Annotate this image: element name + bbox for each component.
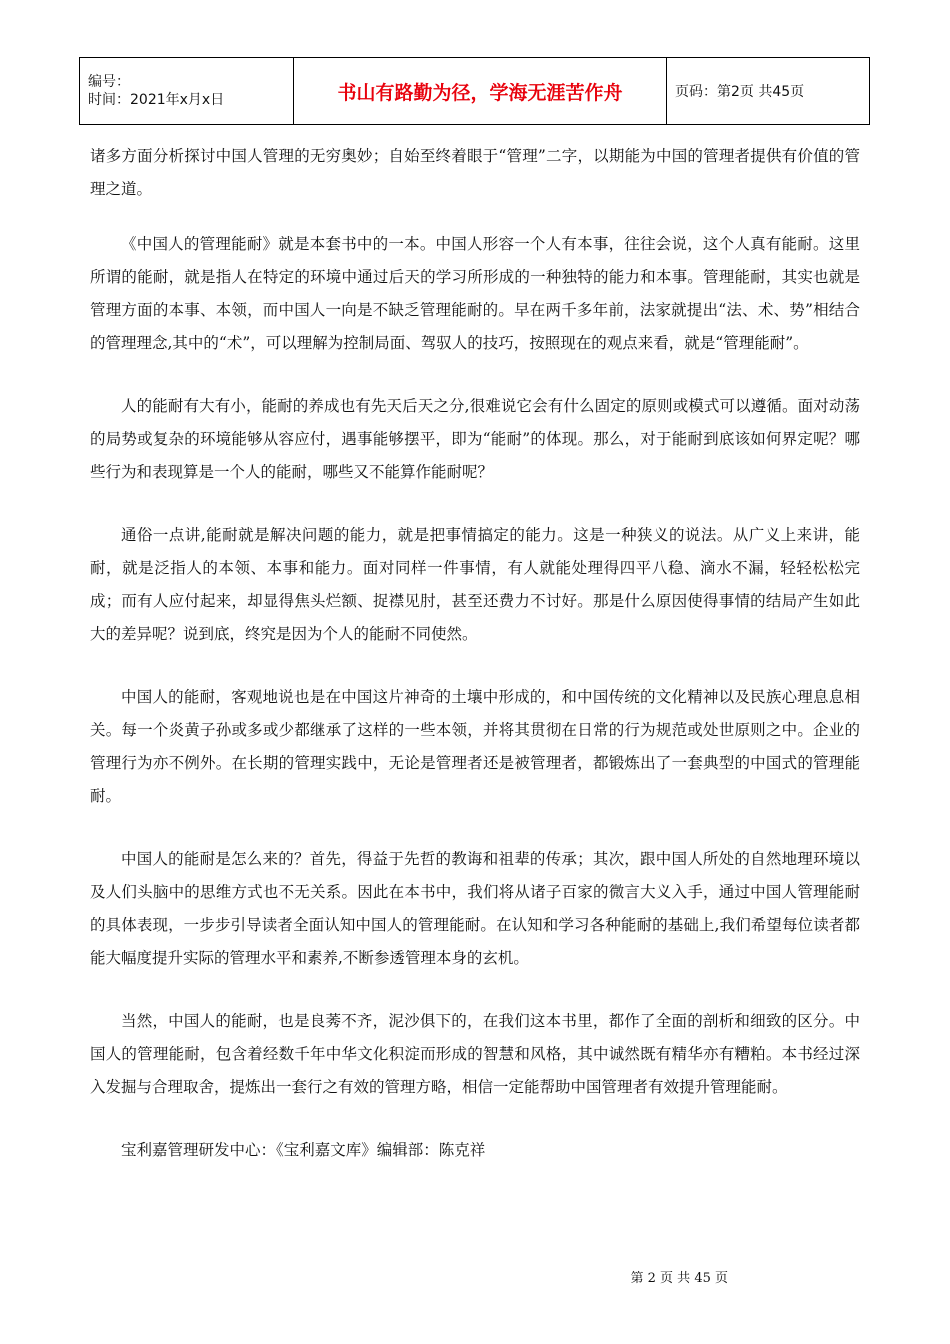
header-meta xyxy=(80,58,294,125)
page-footer: 第 2 页 共 45 页 xyxy=(630,1271,728,1286)
paragraph: 当然，中国人的能耐，也是良莠不齐，泥沙俱下的，在我们这本书里，都作了全面的剖析和细致的区分。中国人的管理能耐，包含着经数千年中华文化积淀而形成的智慧和风格，其中诚然既有精华亦有糟粕。本书经过深入发掘与合理取舍，提炼出一套行之有效的管理方略，相信一定能帮助中国管理者有效提升管理能耐。 xyxy=(90,1012,860,1096)
paragraph: 中国人的能耐，客观地说也是在中国这片神奇的土壤中形成的，和中国传统的文化精神以及民族心理息息相关。每一个炎黄子孙或多或少都继承了这样的一些本领，并将其贯彻在日常的行为规范或处世原则之中。企业的管理行为亦不例外。在长期的管理实践中，无论是管理者还是被管理者，都锻炼出了一套典型的中国式的管理能耐。 xyxy=(90,688,860,805)
document-time-label: 时间：2021年x月x日 xyxy=(88,92,225,108)
paragraph: 《中国人的管理能耐》就是本套书中的一本。中国人形容一个人有本事，往往会说，这个人真有能耐。这里所谓的能耐，就是指人在特定的环境中通过后天的学习所形成的一种独特的能力和本事。管理能耐，其实也就是管理方面的本事、本领，而中国人一向是不缺乏管理能耐的。早在两千多年前，法家就提出“法、术、势”相结合的管理理念,其中的“术”，可以理解为控制局面、驾驭人的技巧，按照现在的观点来看，就是“管理能耐”。 xyxy=(90,235,860,352)
paragraph: 诸多方面分析探讨中国人管理的无穷奥妙；自始至终着眼于“管理”二字，以期能为中国的管理者提供有价值的管理之道。 xyxy=(90,147,860,198)
document-number-label: 编号： xyxy=(88,74,130,90)
header-page-code: 页码：第2页 共45页 xyxy=(667,58,870,125)
paragraph: 中国人的能耐是怎么来的？首先，得益于先哲的教诲和祖辈的传承；其次，跟中国人所处的自然地理环境以及人们头脑中的思维方式也不无关系。因此在本书中，我们将从诸子百家的微言大义入手，通过中国人管理能耐的具体表现，一步步引导读者全面认知中国人的管理能耐。在认知和学习各种能耐的基础上,我们希望每位读者都能大幅度提升实际的管理水平和素养,不断参透管理本身的玄机。 xyxy=(90,850,860,967)
paragraph: 人的能耐有大有小，能耐的养成也有先天后天之分,很难说它会有什么固定的原则或模式可以遵循。面对动荡的局势或复杂的环境能够从容应付，遇事能够摆平，即为“能耐”的体现。那么，对于能耐到底该如何界定呢？哪些行为和表现算是一个人的能耐，哪些又不能算作能耐呢？ xyxy=(90,397,860,481)
document-header xyxy=(79,57,870,125)
document-body xyxy=(90,140,860,1197)
header-motto: 书山有路勤为径，学海无涯苦作舟 xyxy=(294,58,667,125)
signature-line: 宝利嘉管理研发中心：《宝利嘉文库》编辑部：陈克祥 xyxy=(121,1141,486,1159)
paragraph: 通俗一点讲,能耐就是解决问题的能力，就是把事情搞定的能力。这是一种狭义的说法。从广义上来讲，能耐，就是泛指人的本领、本事和能力。面对同样一件事情，有人就能处理得四平八稳、滴水不漏，轻轻松松完成；而有人应付起来，却显得焦头烂额、捉襟见肘，甚至还费力不讨好。那是什么原因使得事情的结局产生如此大的差异呢？说到底，终究是因为个人的能耐不同使然。 xyxy=(90,526,860,643)
